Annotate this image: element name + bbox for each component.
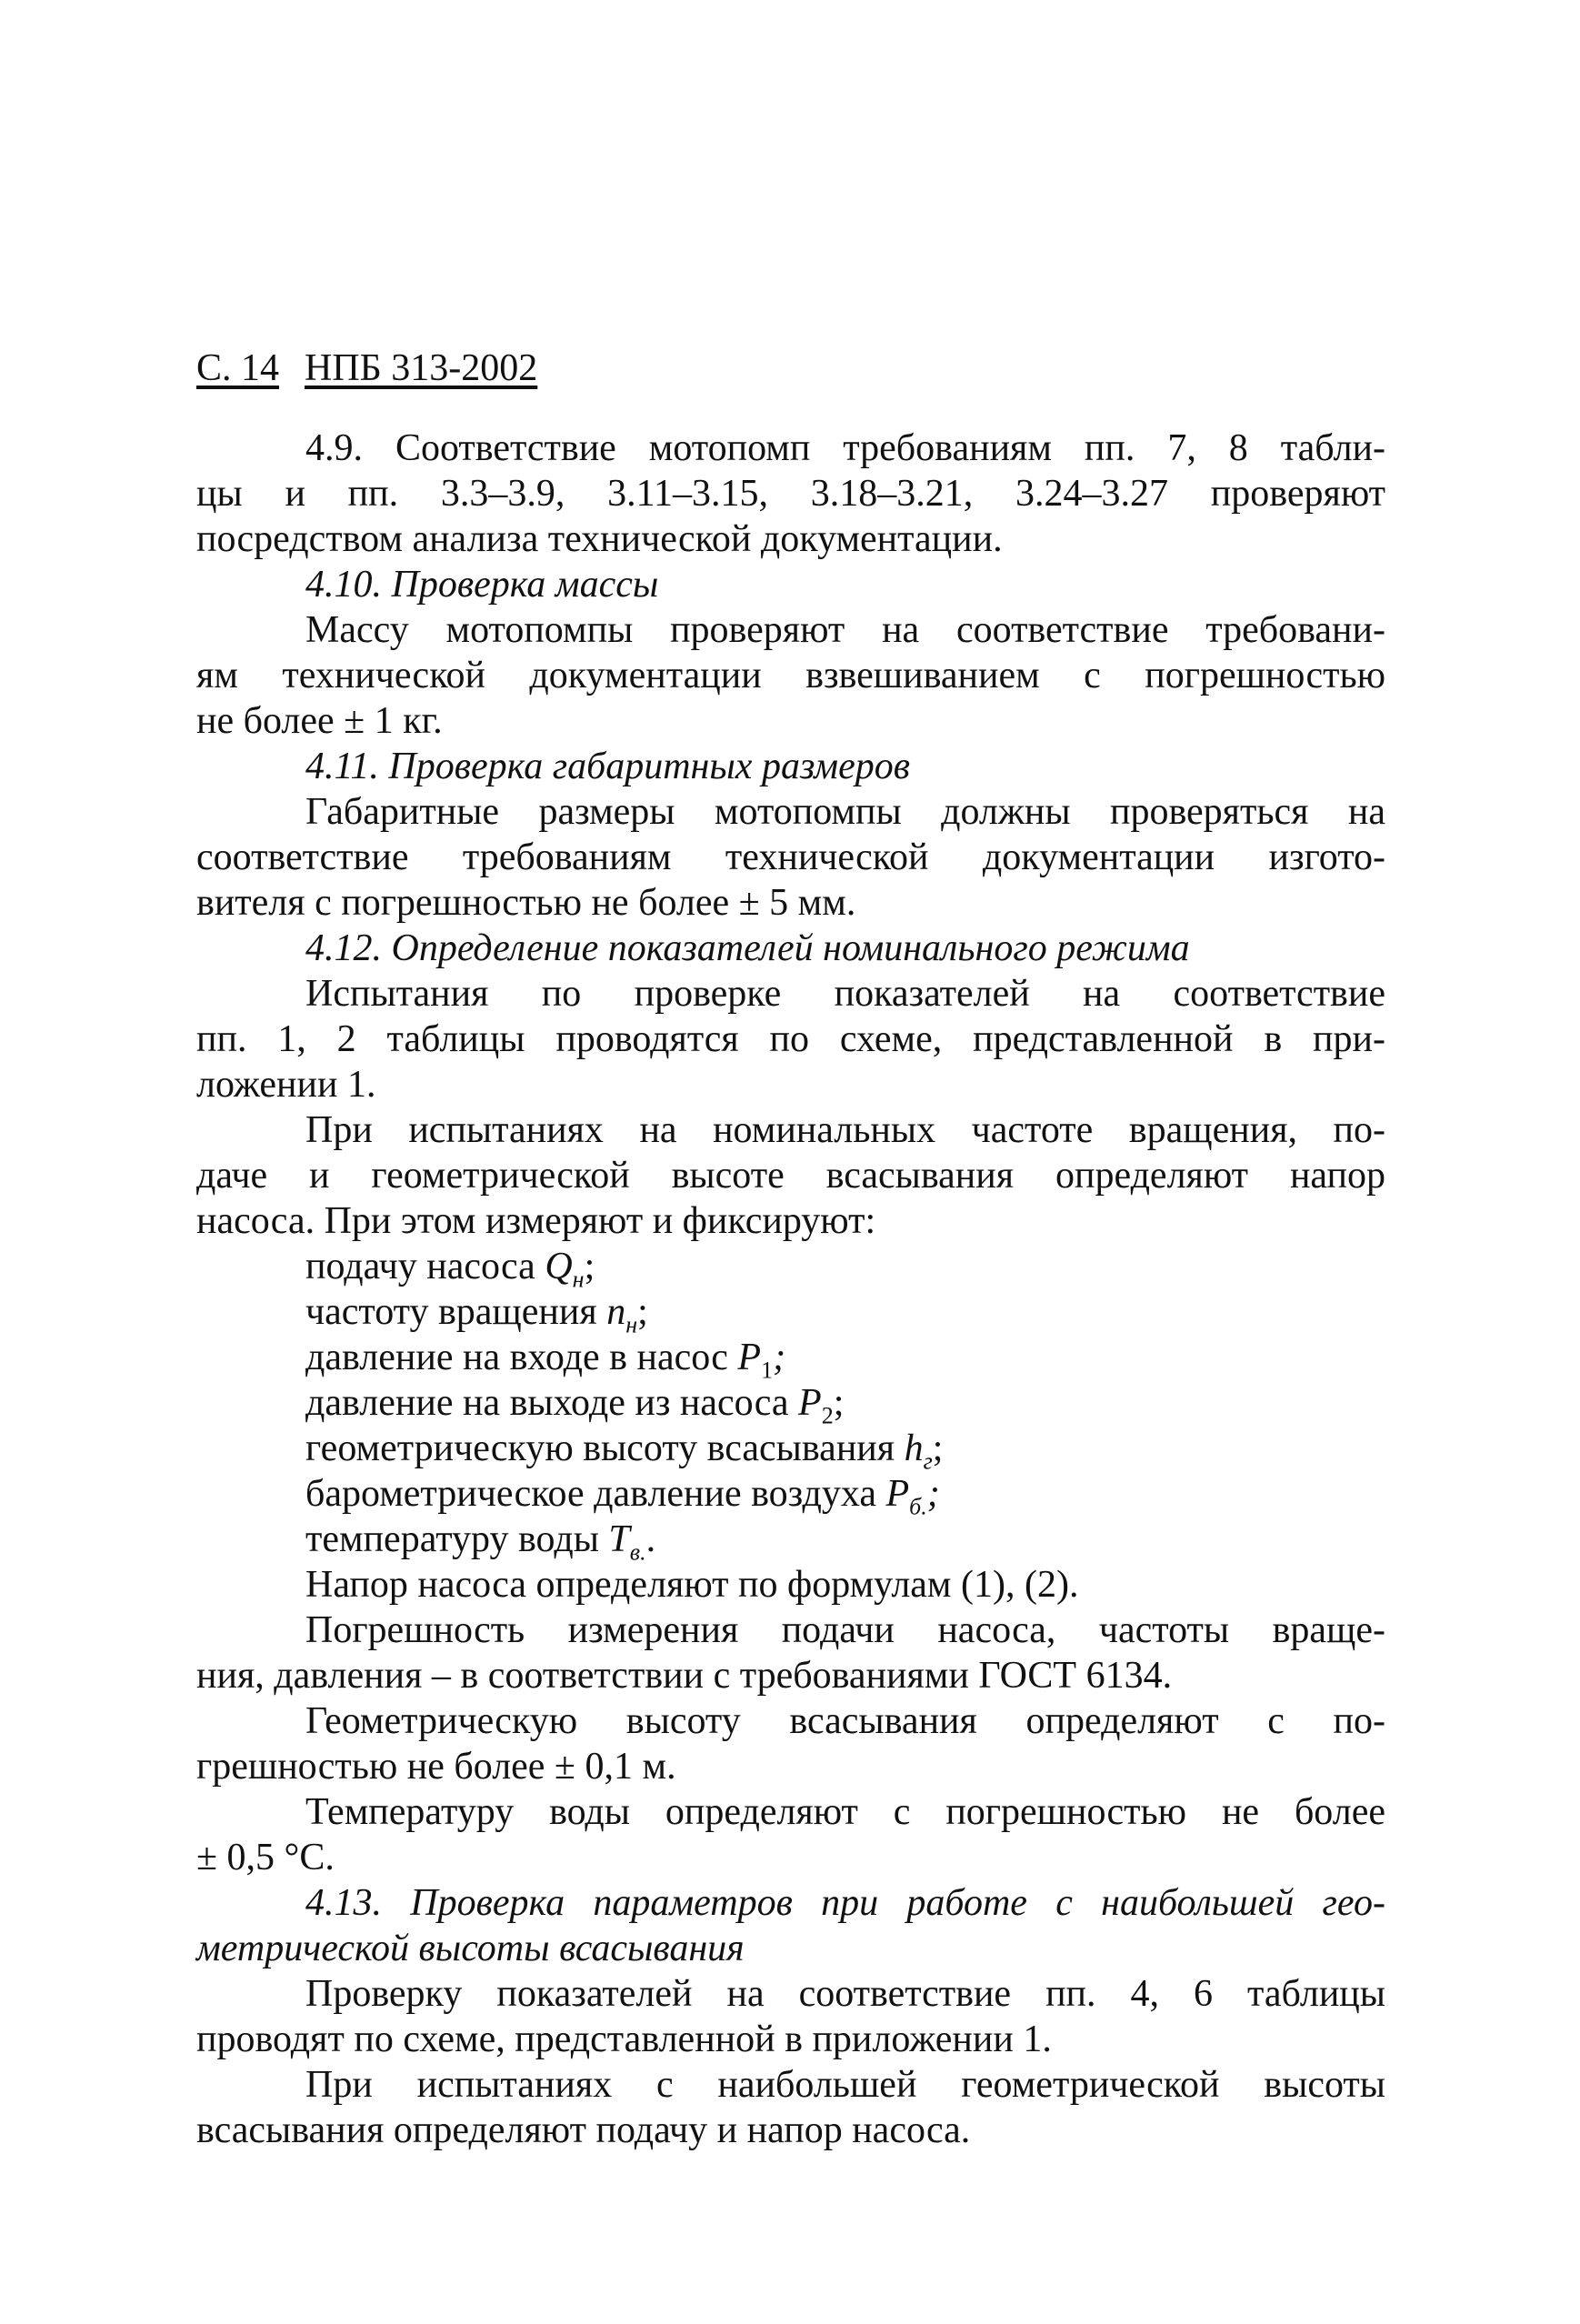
text-line: Проверку показателей на соответствие пп. 4, 6 таблицы: [305, 1973, 1385, 2015]
list-item: подачу насоса $Q_н$;: [305, 1246, 595, 1293]
document-page: [196, 346, 1385, 2153]
text-line: всасывания определяют подачу и напор насоса.: [196, 2109, 971, 2151]
text-line: ложении 1.: [196, 1064, 376, 1106]
text-line: Температуру воды определяют с погрешностью не более: [305, 1791, 1385, 1833]
section-4-9: [196, 426, 1385, 562]
text-line: Массу мотопомпы проверяют на соответствие требовани-: [305, 609, 1385, 651]
list-item: барометрическое давление воздуха $P_{б.}$;: [305, 1473, 940, 1520]
text-line: Геометрическую высоту всасывания определяют с по-: [305, 1700, 1385, 1742]
measured-parameters-list: [196, 1244, 1385, 1566]
section-heading-continuation: метрической высоты всасывания: [196, 1928, 745, 1969]
text-line: не более ± 1 кг.: [196, 700, 443, 742]
text-line: 4.9. Соответствие мотопомп требованиям пп. 7, 8 табли-: [305, 427, 1385, 469]
text-line: соответствие требованиям технической документации изгото-: [196, 836, 1385, 878]
text-line: вителя с погрешностью не более ± 5 мм.: [196, 882, 856, 924]
section-4-10: [196, 562, 1385, 744]
section-heading: 4.10. Проверка массы: [305, 564, 659, 606]
section-heading: 4.13. Проверка параметров при работе с наибольшей гео-: [305, 1882, 1385, 1924]
text-line: При испытаниях на номинальных частоте вращения, по-: [305, 1109, 1385, 1151]
variable-symbol: P: [885, 1473, 910, 1515]
list-item: частоту вращения $n_н$;: [305, 1291, 648, 1338]
text-line: ± 0,5 °С.: [196, 1837, 335, 1878]
section-heading: 4.11. Проверка габаритных размеров: [305, 746, 910, 787]
section-4-11: [196, 744, 1385, 926]
text-line: грешностью не более ± 0,1 м.: [196, 1746, 676, 1788]
page-header: [196, 346, 1385, 391]
variable-symbol: P: [798, 1382, 822, 1424]
text-line: Напор насоса определяют по формулам (1), (2).: [305, 1564, 1079, 1606]
text-line: ям технической документации взвешиванием с погрешностью: [196, 655, 1385, 696]
text-line: насоса. При этом измеряют и фиксируют:: [196, 1200, 876, 1242]
text-line: цы и пп. 3.3–3.9, 3.11–3.15, 3.18–3.21, 3.24–3.27 проверяют: [196, 473, 1385, 515]
list-item: температуру воды $T_{в.}$.: [305, 1518, 656, 1566]
text-line: посредством анализа технической документации.: [196, 518, 1003, 560]
text-line: даче и геометрической высоте всасывания определяют напор: [196, 1155, 1385, 1197]
variable-symbol: h: [904, 1427, 924, 1469]
text-line: проводят по схеме, представленной в приложении 1.: [196, 2018, 1052, 2060]
page-number: С. 14: [196, 347, 280, 389]
list-item: давление на входе в насос $P_1$;: [305, 1337, 786, 1384]
variable-symbol: T: [608, 1518, 630, 1560]
variable-symbol: Q: [545, 1246, 573, 1287]
document-code: НПБ 313-2002: [305, 347, 538, 389]
text-line: Погрешность измерения подачи насоса, частоты враще-: [305, 1609, 1385, 1651]
variable-symbol: P: [737, 1337, 762, 1378]
text-line: При испытаниях с наибольшей геометрической высоты: [305, 2064, 1385, 2106]
text-line: Габаритные размеры мотопомпы должны проверяться на: [305, 791, 1385, 833]
section-4-12: [196, 926, 1385, 1880]
text-line: пп. 1, 2 таблицы проводятся по схеме, представленной в при-: [196, 1018, 1385, 1060]
list-item: давление на выходе из насоса $P_2$;: [305, 1382, 845, 1429]
section-heading: 4.12. Определение показателей номинального режима: [305, 927, 1190, 969]
section-4-13: [196, 1880, 1385, 2153]
text-line: Испытания по проверке показателей на соответствие: [305, 973, 1385, 1015]
list-item: геометрическую высоту всасывания $h_г$;: [305, 1427, 944, 1475]
text-line: ния, давления – в соответствии с требованиями ГОСТ 6134.: [196, 1655, 1173, 1697]
variable-symbol: n: [606, 1291, 626, 1333]
